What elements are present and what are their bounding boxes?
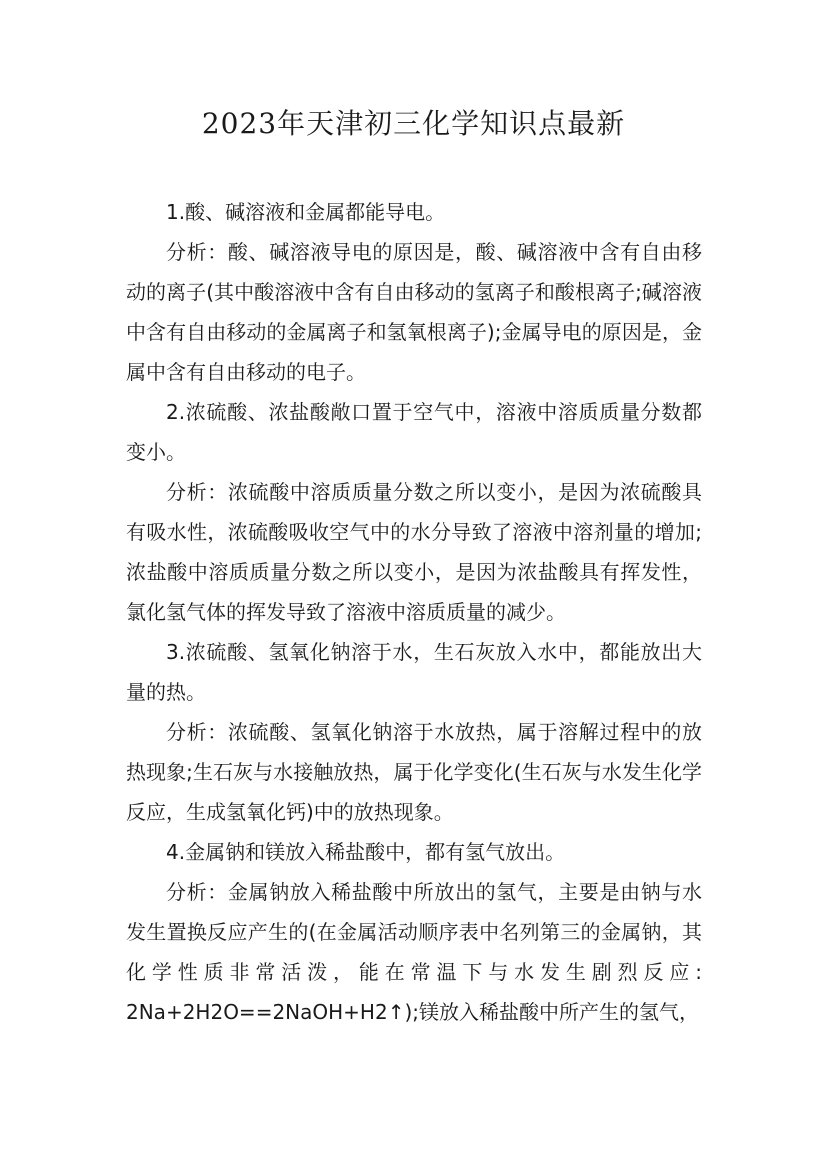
paragraph-8: 分析：金属钠放入稀盐酸中所放出的氢气，主要是由钠与水发生置换反应产生的(在金属活动顺序表中名列第三的金属钠，其化学性质非常活泼，能在常温下与水发生剧烈反应: 2Na+2H2O==2NaOH+H2↑);镁放入稀盐酸中所产生的氢气， [126, 880, 702, 1024]
paragraph-5: 3.浓硫酸、氢氧化钠溶于水，生石灰放入水中，都能放出大量的热。 [126, 640, 702, 704]
paragraph-1: 1.酸、碱溶液和金属都能导电。 [166, 200, 446, 224]
paragraph-4: 分析：浓硫酸中溶质质量分数之所以变小，是因为浓硫酸具有吸水性，浓硫酸吸收空气中的水分导致了溶液中溶剂量的增加;浓盐酸中溶质质量分数之所以变小，是因为浓盐酸具有挥发性，氯化氢气体的挥发导致了溶液中溶质质量的减少。 [126, 480, 702, 624]
paragraph-2: 分析：酸、碱溶液导电的原因是，酸、碱溶液中含有自由移动的离子(其中酸溶液中含有自由移动的氢离子和酸根离子;碱溶液中含有自由移动的金属离子和氢氧根离子);金属导电的原因是，金属中含有自由移动的电子。 [126, 240, 702, 384]
paragraph-6: 分析：浓硫酸、氢氧化钠溶于水放热，属于溶解过程中的放热现象;生石灰与水接触放热，属于化学变化(生石灰与水发生化学反应，生成氢氧化钙)中的放热现象。 [126, 720, 702, 824]
paragraph-7: 4.金属钠和镁放入稀盐酸中，都有氢气放出。 [166, 840, 566, 864]
document-title: 2023年天津初三化学知识点最新 [201, 107, 626, 140]
paragraph-3: 2.浓硫酸、浓盐酸敞口置于空气中，溶液中溶质质量分数都变小。 [126, 400, 702, 464]
document-body [126, 192, 702, 1032]
